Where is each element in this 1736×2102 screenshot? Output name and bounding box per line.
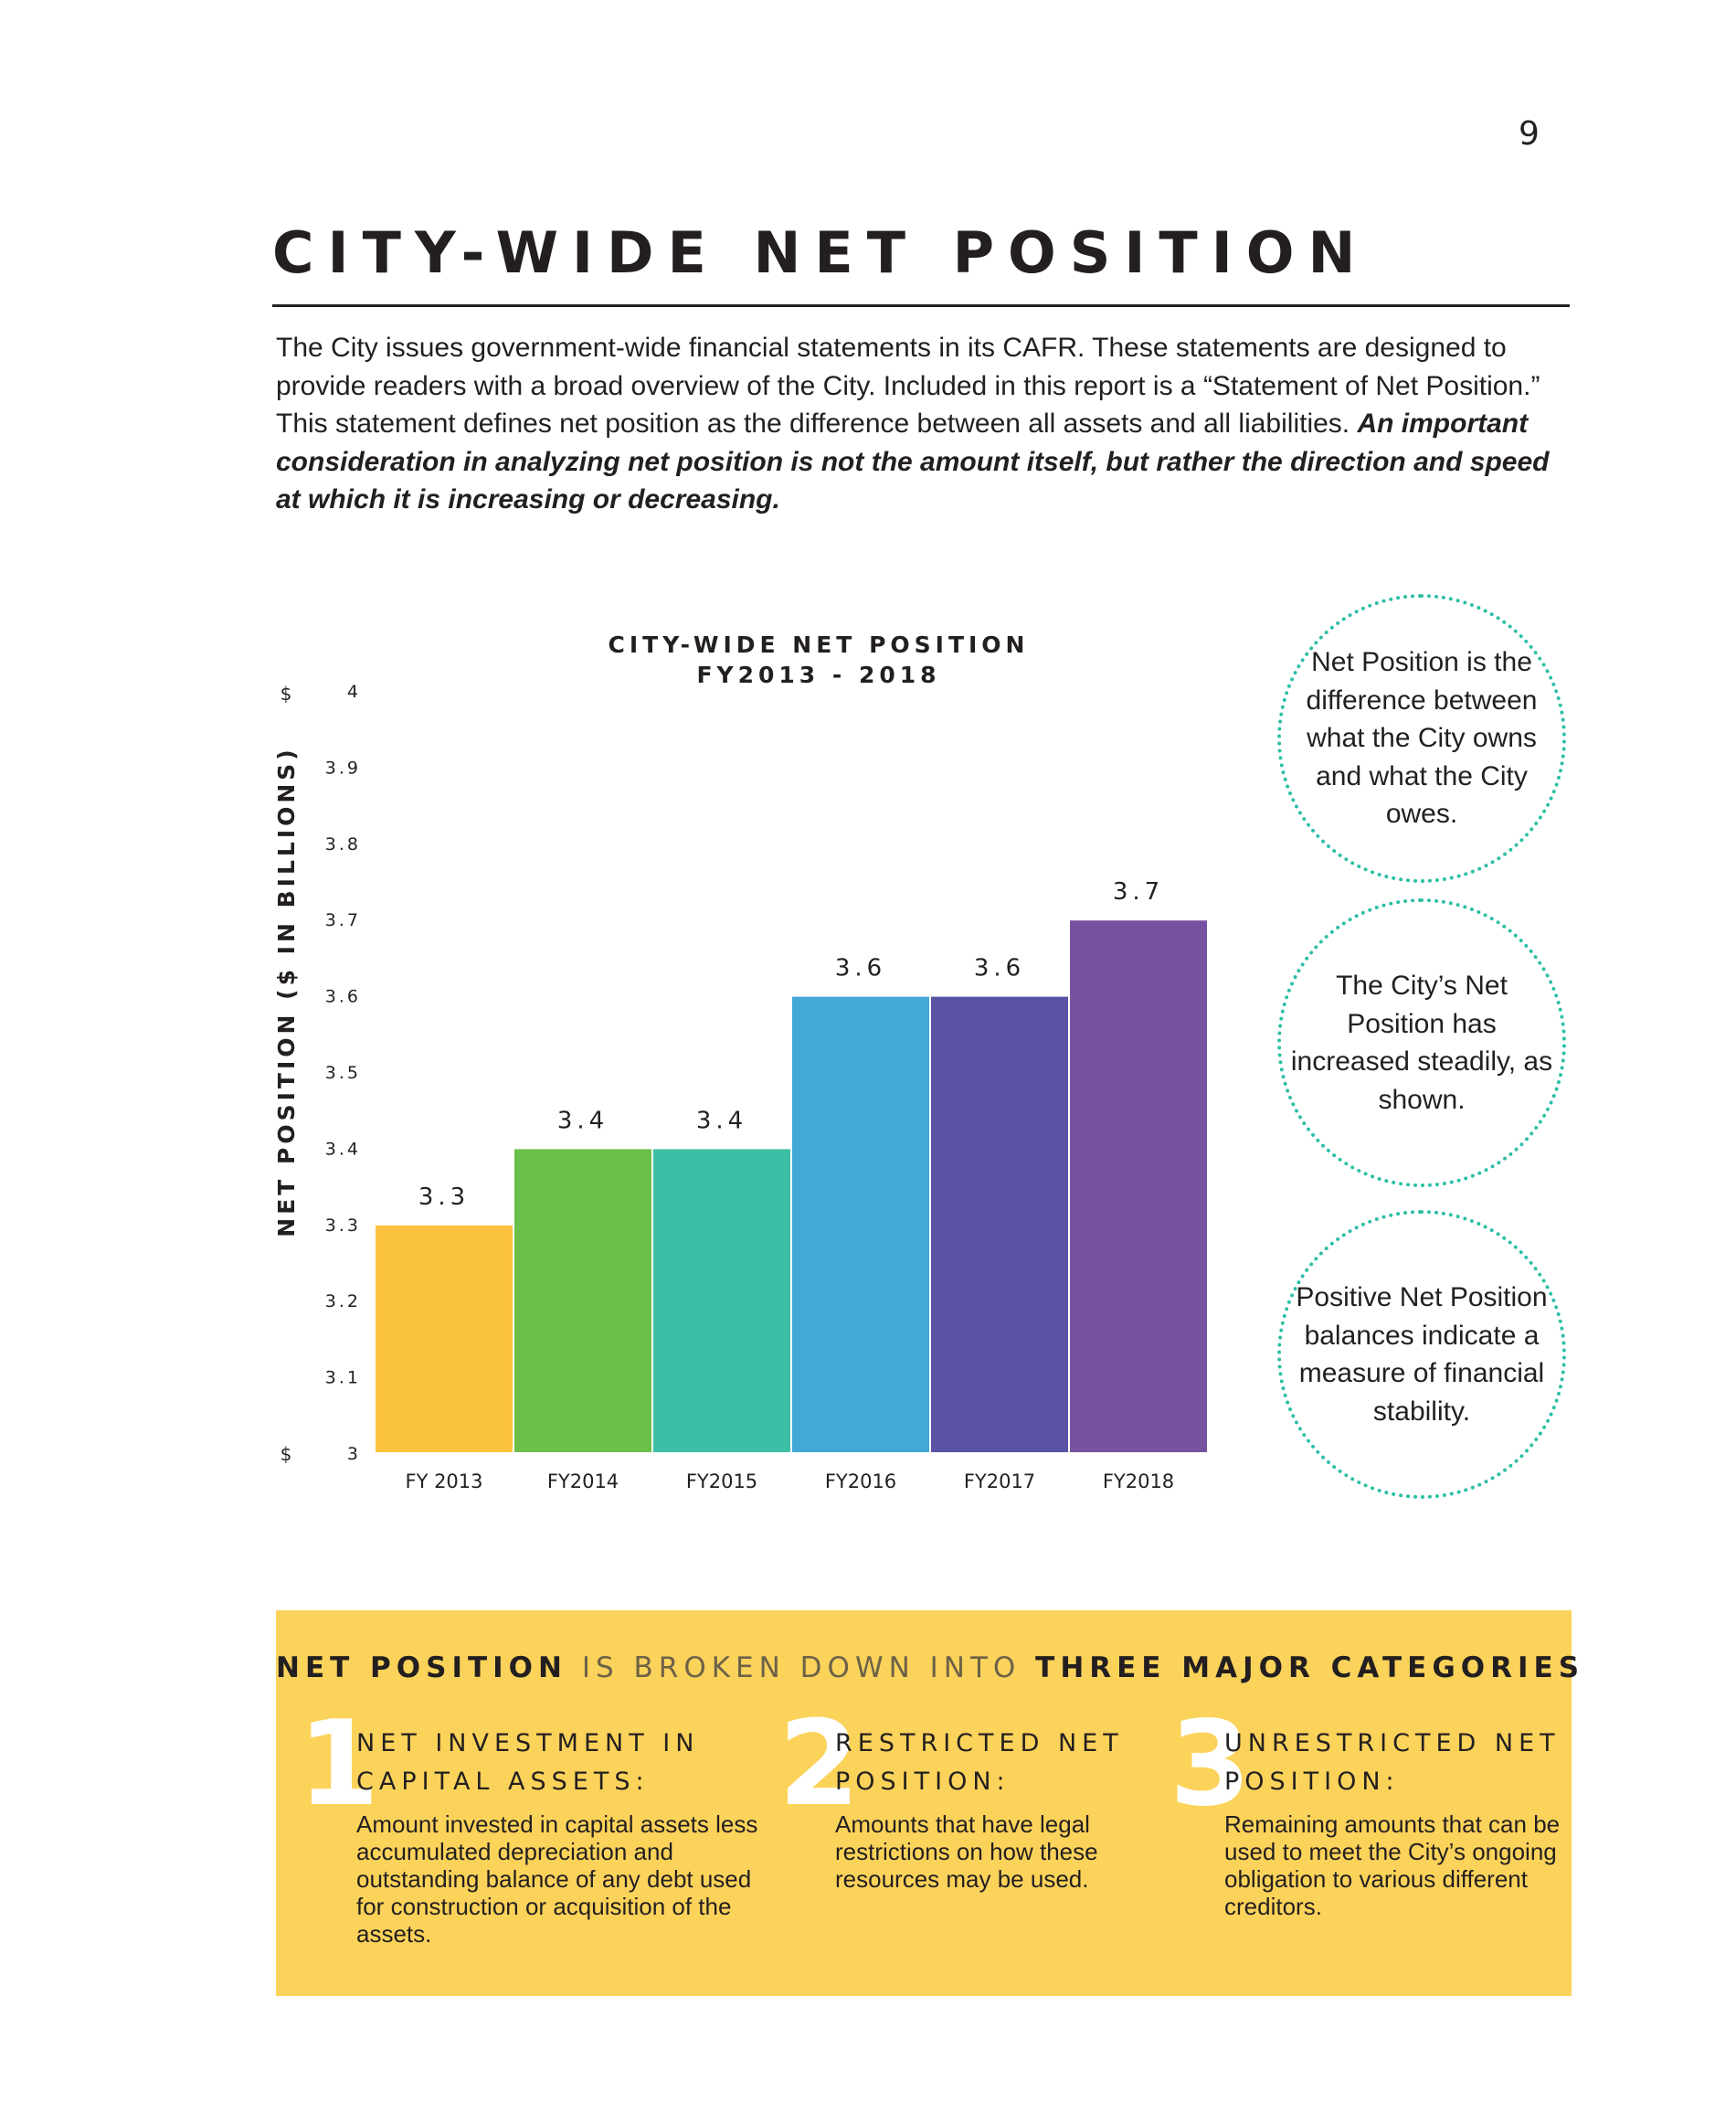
bar-value-label: 3.4 — [695, 1107, 748, 1135]
category-number: 3 — [1170, 1696, 1252, 1832]
y-tick-label: 3.5 — [324, 1063, 361, 1083]
bar-value-label: 3.4 — [556, 1107, 609, 1135]
callout-text: The City’s Net Position has increased steadily, as shown. — [1290, 971, 1553, 1115]
x-tick-label: FY 2013 — [405, 1470, 483, 1492]
panel-heading-part1: NET POSITION — [276, 1651, 567, 1684]
x-tick-label: FY2017 — [963, 1470, 1036, 1492]
y-tick-label: 4 — [346, 682, 361, 702]
y-tick-label: 3.7 — [324, 910, 361, 931]
bar-4 — [791, 996, 930, 1453]
categories-panel — [276, 1610, 1585, 1996]
y-tick-label: 3.2 — [324, 1291, 361, 1312]
bar-3 — [652, 1148, 791, 1453]
y-tick-label: 3.4 — [324, 1139, 361, 1160]
y-tick-label: 3.1 — [324, 1367, 361, 1388]
category-description: Amount invested in capital assets less accumulated depreciation and outstanding balance of any debt used for construction or acquisition of the assets. — [356, 1810, 758, 1948]
x-tick-label: FY2014 — [546, 1470, 619, 1492]
callout-circle-1 — [1277, 594, 1566, 883]
bar-value-label: 3.3 — [418, 1183, 471, 1211]
category-title-line1: UNRESTRICTED NET — [1224, 1729, 1561, 1757]
category-number: 1 — [298, 1696, 380, 1832]
category-title — [356, 1725, 758, 1801]
bars-group — [375, 919, 1208, 1453]
panel-heading-part2: IS BROKEN DOWN INTO — [566, 1651, 1036, 1684]
callout-text: Net Position is the difference between what the City owns and what the City owes. — [1306, 647, 1538, 830]
category-title-line2: CAPITAL ASSETS: — [356, 1768, 650, 1796]
callout-circle-2 — [1277, 898, 1566, 1187]
category-title — [835, 1725, 1164, 1801]
x-tick-label: FY2016 — [824, 1470, 897, 1492]
bar-2 — [513, 1148, 652, 1453]
category-description: Amounts that have legal restrictions on how these resources may be used. — [835, 1810, 1098, 1893]
chart-title: CITY-WIDE NET POSITION — [608, 632, 1030, 658]
x-axis-ticks — [405, 1470, 1174, 1492]
y-tick-label: 3.8 — [324, 833, 361, 855]
category-title-line1: NET INVESTMENT IN — [356, 1729, 700, 1757]
y-tick-label: 3.6 — [324, 986, 361, 1007]
category-title-line2: POSITION: — [835, 1768, 1011, 1796]
category-number: 2 — [778, 1696, 861, 1832]
x-tick-label: FY2015 — [685, 1470, 758, 1492]
chart-subtitle: FY2013 - 2018 — [696, 662, 941, 688]
panel-heading-part3: THREE MAJOR CATEGORIES — [1035, 1651, 1585, 1684]
category-title-line1: RESTRICTED NET — [835, 1729, 1124, 1757]
bar-value-label: 3.6 — [973, 954, 1026, 982]
intro-emphasis: An important consideration in analyzing net position is not the amount itself, but rather the direction and speed at which it is increasing or decreasing. — [276, 409, 1550, 515]
y-axis-currency-bottom: $ — [280, 1443, 292, 1465]
y-tick-label: 3 — [346, 1444, 361, 1464]
intro-text: The City issues government-wide financial statements in its CAFR. These statements are designed to provide readers with a broad overview of the City. Included in this report is a “Statement of Net Position.” This statement defines net position as the difference between all assets and all liabilities. — [276, 333, 1540, 439]
x-tick-label: FY2018 — [1102, 1470, 1175, 1492]
category-description: Remaining amounts that can be used to meet the City’s ongoing obligation to various different creditors. — [1224, 1810, 1561, 1920]
bar-6 — [1069, 919, 1208, 1453]
page-number: 9 — [1519, 115, 1540, 153]
category-title — [1224, 1725, 1567, 1801]
bar-value-label: 3.6 — [834, 954, 887, 982]
bar-1 — [375, 1225, 513, 1453]
y-axis-ticks — [325, 682, 361, 1464]
y-axis-label: NET POSITION ($ IN BILLIONS) — [273, 746, 300, 1237]
bar-value-label: 3.7 — [1112, 878, 1165, 907]
bar-5 — [930, 996, 1069, 1453]
y-tick-label: 3.3 — [324, 1215, 361, 1236]
y-tick-label: 3.9 — [324, 758, 361, 779]
category-title-line2: POSITION: — [1224, 1768, 1400, 1796]
y-axis-currency-top: $ — [280, 683, 292, 705]
callout-circle-3 — [1277, 1210, 1566, 1499]
panel-heading — [276, 1651, 1585, 1684]
page-title: CITY-WIDE NET POSITION — [272, 219, 1370, 286]
callout-text: Positive Net Position balances indicate a measure of financial stability. — [1296, 1282, 1548, 1427]
